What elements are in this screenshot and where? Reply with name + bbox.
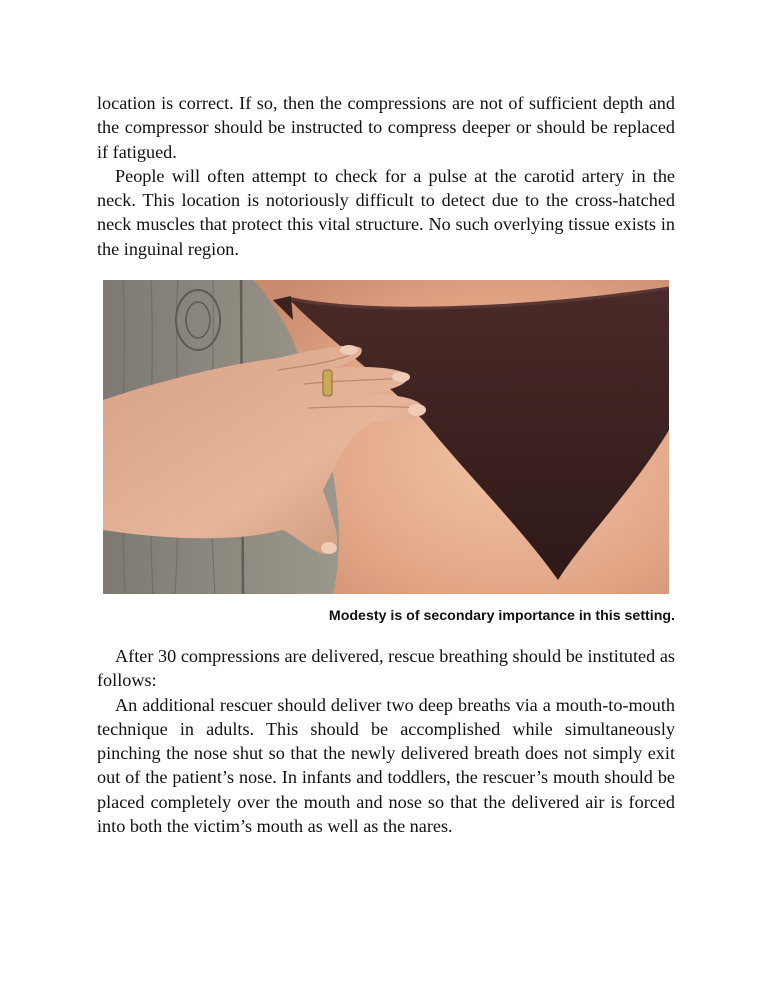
paragraph-rescue-breathing: An additional rescuer should deliver two deep breaths via a mouth-to-mouth technique in adults. This should be accomplished while simultaneously pinching the nose shut so that the newly delivered breath does not simply exit out of the patient’s nose. In infants and toddlers, the rescuer’s mouth should be placed completely over the mouth and nose so that the delivered air is forced into both the victim’s mouth as well as the nares.: [97, 694, 675, 837]
paragraph-carotid-pulse: People will often attempt to check for a pulse at the carotid artery in the neck. This location is notoriously difficult to detect due to the cross-hatched neck muscles that protect this vital structure. No such overlying tissue exists in the inguinal region.: [97, 165, 675, 259]
photo-illustration: [103, 280, 669, 594]
photo-femoral-pulse-check: [103, 280, 669, 594]
text-block-bottom: [97, 644, 675, 838]
paragraph-continuation: location is correct. If so, then the compressions are not of sufficient depth and the compressor should be instructed to compress deeper or should be replaced if fatigued.: [97, 93, 675, 162]
paragraph-compressions: After 30 compressions are delivered, rescue breathing should be instituted as follows:: [97, 646, 675, 691]
figure-caption: Modesty is of secondary importance in this setting.: [328, 608, 675, 624]
text-block-top: [97, 91, 675, 261]
